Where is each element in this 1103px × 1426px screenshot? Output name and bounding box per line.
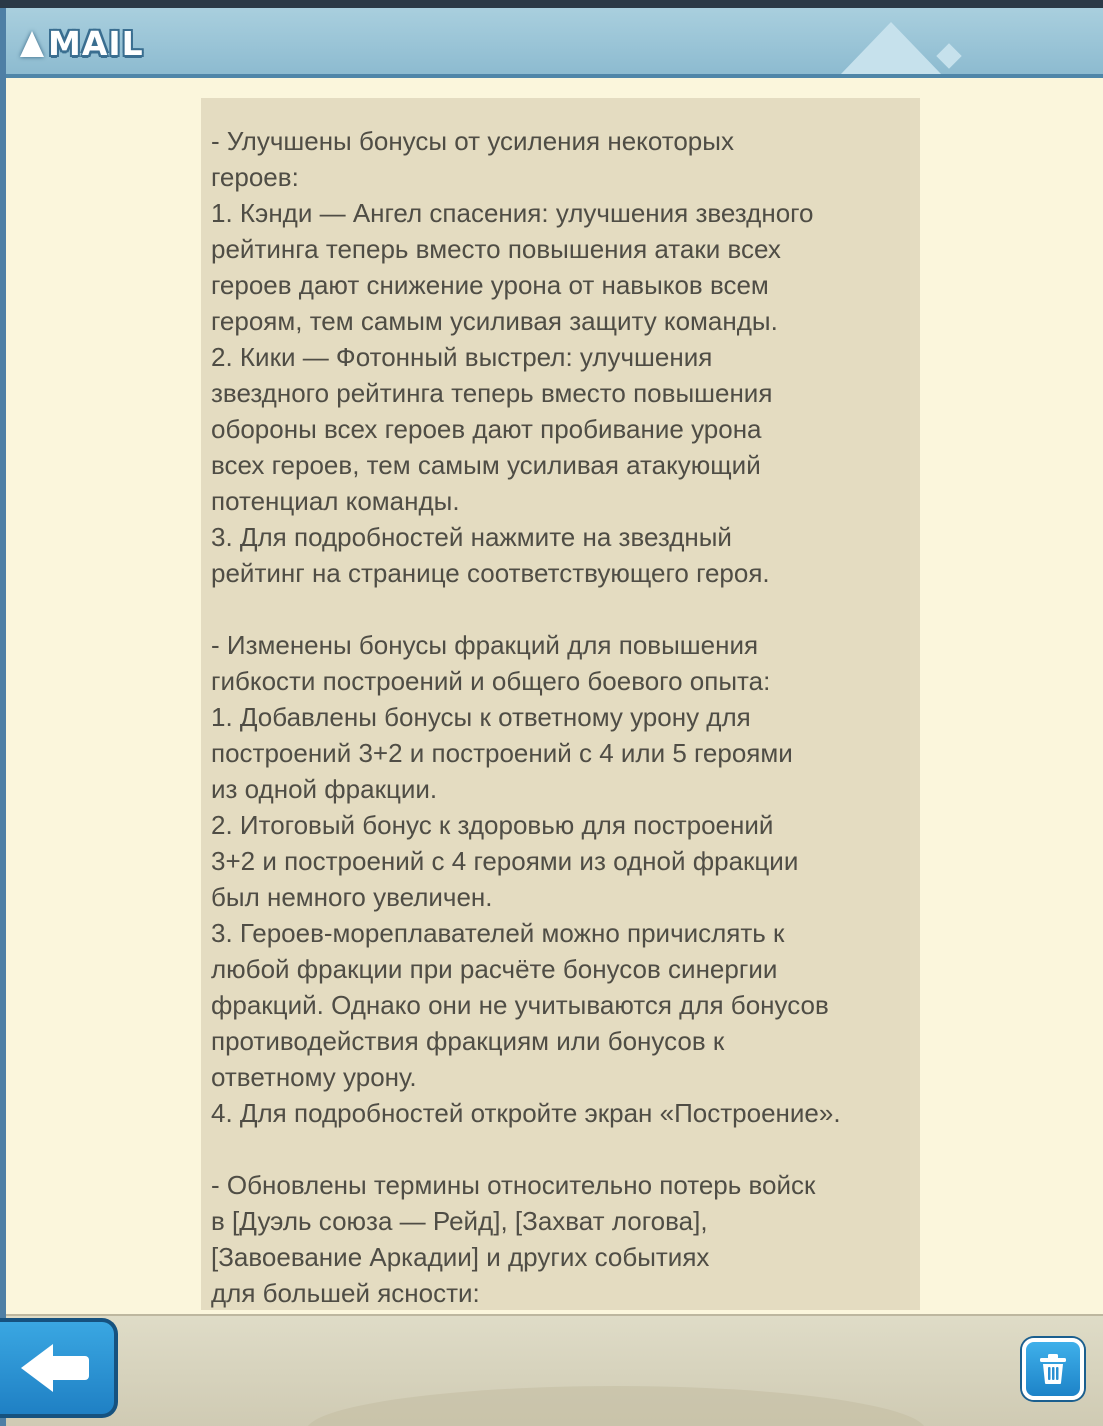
header-bar [6,8,1103,78]
footer-bar [6,1314,1103,1426]
message-panel[interactable] [201,98,920,1310]
message-body: - Улучшены бонусы от усиления некоторых героев: 1. Кэнди — Ангел спасения: улучшения звездного рейтинга теперь вместо повышения атаки всех героев дают снижение урона от навыков всем героям, тем самым усиливая защиту команды. 2. Кики — Фотонный выстрел: улучшения звездного рейтинга теперь вместо повышения обороны всех героев дают пробивание урона всех героев, тем самым усиливая атакующий потенциал команды. 3. Для подробностей нажмите на звездный рейтинг на странице соответствующего героя. - Изменены бонусы фракций для повышения гибкости построений и общего боевого опыта: 1. Добавлены бонусы к ответному урону для построений 3+2 и построений с 4 или 5 героями из одной фракции. 2. Итоговый бонус к здоровью для построений 3+2 и построений с 4 героями из одной фракции был немного увеличен. 3. Героев-мореплавателей можно причислять к любой фракции при расчёте бонусов синергии фракций. Однако они не учитываются для бонусов противодействия фракциям или бонусов к ответному урону. 4. Для подробностей откройте экран «Построение». - Обновлены термины относительно потерь войск в [Дуэль союза — Рейд], [Захват логова], [Завоевание Аркадии] и других событиях для большей ясности: [211,126,841,1308]
home-icon [20,31,44,57]
mail-title [20,24,144,63]
footer-decoration [306,1386,926,1426]
back-button[interactable] [0,1318,118,1418]
back-arrow-icon [21,1344,93,1392]
delete-button[interactable] [1022,1338,1084,1400]
mountain-decoration [841,22,941,74]
mail-window [0,8,1103,1426]
mail-title-label: MAIL [48,24,144,63]
trash-icon [1038,1353,1068,1385]
